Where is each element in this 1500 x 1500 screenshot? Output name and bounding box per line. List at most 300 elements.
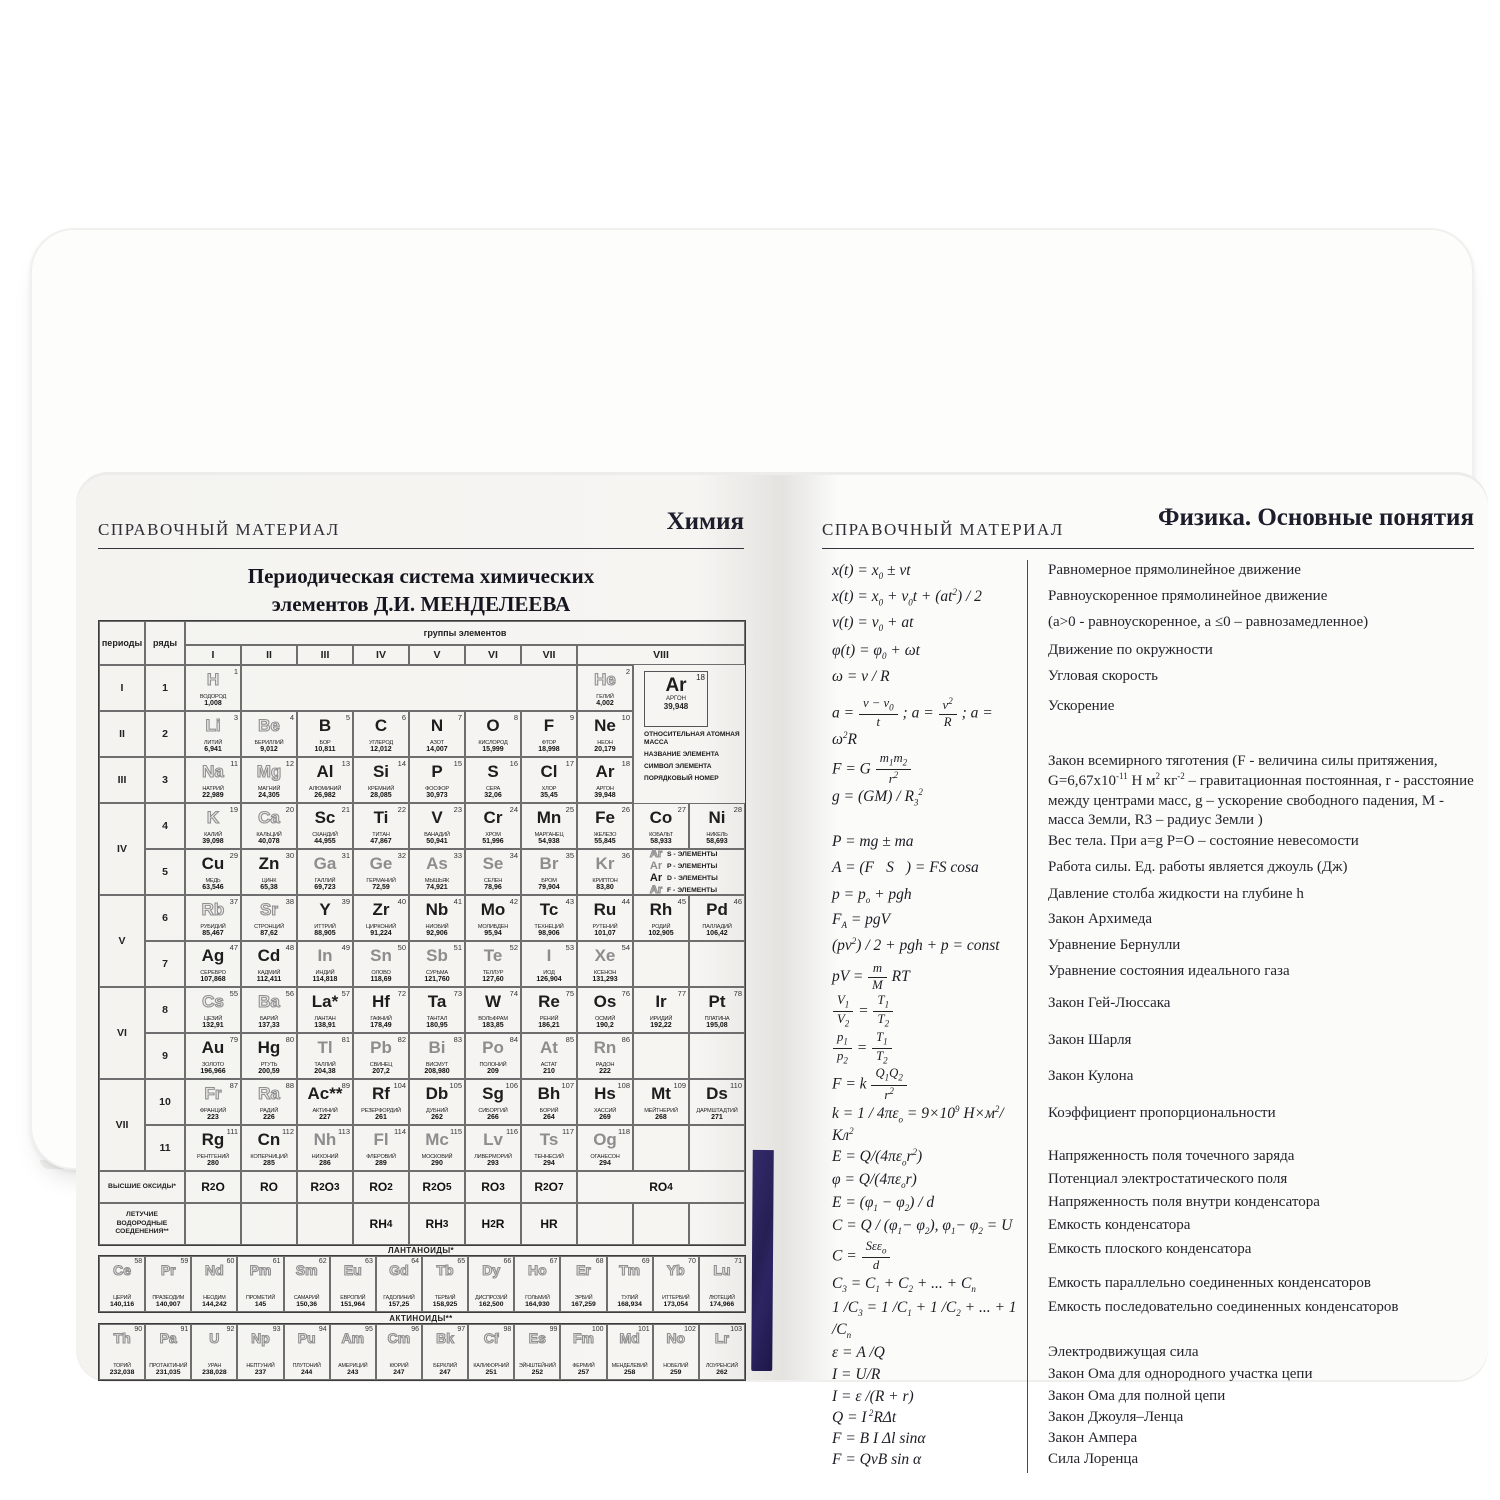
atomic-mass: 222	[599, 1067, 611, 1075]
element-symbol: F	[543, 716, 555, 735]
element-cell	[297, 757, 353, 803]
atomic-mass: 294	[543, 1159, 555, 1167]
atomic-number: 45	[677, 897, 686, 906]
element-cell	[465, 849, 521, 895]
element-name: ХРОМ	[485, 831, 501, 838]
formula: $\frac{V_1}{V_2}$ = $\frac{T_1}{T_2}$	[822, 993, 1027, 1030]
atomic-number: 35	[565, 851, 574, 860]
formula-description: Напряженность поля внутри конденсатора	[1027, 1192, 1474, 1215]
atomic-number: 32	[397, 851, 406, 860]
atomic-number: 37	[229, 897, 238, 906]
element-cell: 70 Yb ИТТЕРБИЙ 173,054	[653, 1256, 699, 1312]
formula-row	[822, 1103, 1474, 1146]
atomic-number: 117	[562, 1127, 574, 1136]
element-name: ФОСФОР	[425, 785, 449, 792]
element-name: ЛИТИЙ	[203, 739, 223, 746]
atomic-mass: 39,098	[202, 837, 224, 845]
element-name: БАРИЙ	[259, 1015, 279, 1022]
header-rows: ряды	[145, 621, 185, 665]
period-label: III	[99, 757, 145, 803]
element-name: ВИСМУТ	[425, 1061, 449, 1068]
atomic-mass: 180,95	[426, 1021, 448, 1029]
element-cell: 96 Cm КЮРИЙ 247	[376, 1324, 422, 1380]
element-symbol: Hf	[372, 992, 390, 1011]
element-cell	[521, 1125, 577, 1171]
element-cell	[241, 1033, 297, 1079]
atomic-mass: 44,955	[314, 837, 336, 845]
atomic-mass: 210	[543, 1067, 555, 1075]
element-cell	[185, 803, 241, 849]
element-symbol: Rb	[201, 900, 225, 919]
atomic-number: 112	[282, 1127, 294, 1136]
atomic-mass: 132,91	[202, 1021, 224, 1029]
period-label: II	[99, 711, 145, 757]
atomic-number: 87	[229, 1081, 238, 1090]
element-name: ЖЕЛЕЗО	[593, 831, 617, 838]
element-cell	[577, 665, 633, 711]
element-name: БЕРИЛЛИЙ	[254, 739, 284, 746]
element-cell	[633, 803, 689, 849]
atomic-number: 88	[285, 1081, 294, 1090]
atomic-mass: 12,012	[370, 745, 392, 753]
formula-description: Емкость параллельно соединенных конденсаторов	[1027, 1273, 1474, 1297]
element-cell	[465, 803, 521, 849]
atomic-mass: 138,91	[314, 1021, 336, 1029]
header-periods: периоды	[99, 621, 145, 665]
element-name: КАДМИЙ	[257, 969, 281, 976]
formula: $v(t) = v_0$ + at	[832, 614, 914, 634]
atomic-mass: 102,905	[648, 929, 674, 937]
atomic-mass: 91,224	[370, 929, 392, 937]
row-number: 9	[145, 1033, 185, 1079]
element-name: НАТРИЙ	[202, 785, 224, 792]
element-symbol: Cs	[202, 992, 224, 1011]
element-cell	[521, 941, 577, 987]
element-symbol: Ti	[373, 808, 389, 827]
element-name: НИХОНИЙ	[311, 1153, 339, 1160]
right-page-subject: Физика. Основные понятия	[1158, 504, 1474, 531]
formula-row	[822, 1428, 1474, 1449]
formula-description: Уравнение Бернулли	[1027, 935, 1474, 961]
formula-row	[822, 612, 1474, 640]
element-name: НИОБИЙ	[425, 923, 449, 930]
element-name: ИТТРИЙ	[314, 923, 336, 930]
left-page-eyebrow: СПРАВОЧНЫЙ МАТЕРИАЛ	[98, 520, 340, 539]
atomic-mass: 261	[375, 1113, 387, 1121]
actinides-label: АКТИНОИДЫ**	[389, 1314, 453, 1323]
group-label: V	[409, 645, 465, 665]
formula: I = ε /(R + r)	[832, 1387, 914, 1405]
formula-description: Закон Ома для полной цепи	[1027, 1386, 1474, 1407]
ribbon-bookmark	[751, 1150, 774, 1371]
formula-row	[822, 935, 1474, 961]
formula-row	[822, 1449, 1474, 1473]
formula-row	[822, 831, 1474, 857]
atomic-number: 109	[673, 1081, 686, 1090]
element-name: ТЕЛЛУР	[482, 969, 504, 976]
element-name: ВОДОРОД	[199, 693, 227, 700]
element-name: ТАНТАЛ	[426, 1015, 448, 1022]
atomic-mass: 200,59	[258, 1067, 280, 1075]
formula-row	[822, 1386, 1474, 1407]
element-symbol: Se	[482, 854, 504, 873]
element-cell	[353, 803, 409, 849]
element-cell	[353, 1079, 409, 1125]
element-symbol: Pb	[370, 1038, 392, 1057]
element-symbol: B	[318, 716, 332, 735]
periodic-table-title-line1: Периодическая система химических	[247, 564, 595, 588]
atomic-number: 89	[341, 1081, 350, 1090]
element-cell: 71 Lu ЛЮТЕЦИЙ 174,966	[699, 1256, 745, 1312]
element-cell: 67 Ho ГОЛЬМИЙ 164,930	[514, 1256, 560, 1312]
element-symbol: Rn	[593, 1038, 617, 1057]
element-cell	[185, 665, 241, 711]
element-name: РЕНТГЕНИЙ	[197, 1153, 229, 1160]
formula-row	[822, 586, 1474, 612]
legend-sample-box: 18 Ar АРГОН 39,948	[644, 671, 708, 727]
element-name: АРГОН	[596, 785, 614, 792]
element-symbol: Db	[425, 1084, 449, 1103]
element-cell	[353, 1125, 409, 1171]
atomic-mass: 195,08	[706, 1021, 728, 1029]
element-cell	[577, 849, 633, 895]
atomic-number: 76	[621, 989, 630, 998]
formula-description: Закон Ампера	[1027, 1428, 1474, 1449]
element-symbol: Co	[649, 808, 673, 827]
formula: $E = Q/(4\pi\varepsilon_or^2)$	[832, 1147, 923, 1168]
element-symbol: Be	[258, 716, 280, 735]
element-cell	[465, 941, 521, 987]
right-header-rule	[822, 548, 1474, 549]
element-cell	[689, 895, 745, 941]
element-symbol: In	[317, 946, 333, 965]
formula-description: Напряженность поля точечного заряда	[1027, 1146, 1474, 1169]
element-name: КОБАЛЬТ	[649, 831, 673, 838]
element-cell	[521, 757, 577, 803]
formula-description: Закон Шарля	[1027, 1030, 1474, 1067]
element-name: УГЛЕРОД	[369, 739, 393, 746]
element-symbol: Sc	[314, 808, 336, 827]
atomic-mass: 178,49	[370, 1021, 392, 1029]
element-symbol: Mg	[256, 762, 282, 781]
element-cell	[521, 803, 577, 849]
atomic-mass: 95,94	[484, 929, 502, 937]
block-legend-line: Ar P - ЭЛЕМЕНТЫ	[649, 859, 718, 872]
atomic-number: 43	[565, 897, 574, 906]
element-cell	[577, 757, 633, 803]
element-cell	[353, 895, 409, 941]
element-symbol: As	[426, 854, 448, 873]
element-symbol: Ds	[706, 1084, 728, 1103]
hydride-formula: RH 3	[409, 1203, 465, 1245]
formula-description: (a>0 - равноускоренное, a ≤0 – равнозамедленное)	[1027, 612, 1474, 640]
empty-cell	[577, 1203, 633, 1245]
atomic-mass: 28,085	[370, 791, 392, 799]
element-cell	[577, 803, 633, 849]
element-symbol: Cr	[483, 808, 503, 827]
formula: A = (F⃗S⃗) = FS cosa	[832, 858, 979, 876]
element-cell	[185, 1033, 241, 1079]
element-cell	[577, 895, 633, 941]
formula-row	[822, 909, 1474, 935]
element-cell: 68 Er ЭРБИЙ 167,259	[560, 1256, 606, 1312]
element-cell: 90 Th ТОРИЙ 232,038	[99, 1324, 145, 1380]
formula: $x(t) = x_0$ ± vt	[832, 562, 911, 582]
atomic-number: 85	[565, 1035, 574, 1044]
element-name: КРИПТОН	[592, 877, 618, 884]
element-name: ГАФНИЙ	[370, 1015, 392, 1022]
element-symbol: Cd	[257, 946, 281, 965]
element-name: ХАССИЙ	[593, 1107, 617, 1114]
atomic-mass: 269	[599, 1113, 611, 1121]
element-name: ИОД	[543, 969, 555, 976]
element-symbol: Ge	[369, 854, 393, 873]
formula-description: Равномерное прямолинейное движение	[1027, 560, 1474, 586]
atomic-number: 38	[285, 897, 294, 906]
atomic-mass: 121,760	[424, 975, 450, 983]
element-name: КИСЛОРОД	[478, 739, 508, 746]
formula: P = mg ± ma	[832, 832, 914, 850]
group-label: VII	[521, 645, 577, 665]
atomic-mass: 131,293	[592, 975, 618, 983]
element-cell: 92 U УРАН 238,028	[191, 1324, 237, 1380]
atomic-number: 110	[730, 1081, 742, 1090]
atomic-number: 22	[397, 805, 406, 814]
element-name: АЛЮМИНИЙ	[308, 785, 342, 792]
element-cell	[297, 895, 353, 941]
element-name: ТИТАН	[372, 831, 390, 838]
atomic-mass: 9,012	[260, 745, 278, 753]
atomic-number: 6	[401, 713, 406, 722]
atomic-number: 79	[229, 1035, 238, 1044]
atomic-mass: 98,906	[538, 929, 560, 937]
element-name: КРЕМНИЙ	[367, 785, 395, 792]
atomic-mass: 192,22	[650, 1021, 672, 1029]
formula-description: Работа силы. Ед. работы является джоуль (Дж)	[1027, 857, 1474, 884]
formula-description: Потенциал электростатического поля	[1027, 1169, 1474, 1192]
atomic-number: 113	[338, 1127, 350, 1136]
formula-row	[822, 961, 1474, 993]
formula-row	[822, 1192, 1474, 1215]
atomic-number: 116	[506, 1127, 518, 1136]
element-name: АКТИНИЙ	[312, 1107, 338, 1114]
atomic-number: 74	[509, 989, 518, 998]
element-cell	[409, 757, 465, 803]
formula-description: Угловая скорость	[1027, 666, 1474, 696]
formula: pV = $\frac{m}{M}$ RT	[832, 960, 910, 992]
actinides-table	[98, 1323, 746, 1381]
element-symbol: Sr	[260, 900, 278, 919]
atomic-mass: 290	[431, 1159, 443, 1167]
element-name: КАЛЬЦИЙ	[256, 831, 282, 838]
element-symbol: Ca	[258, 808, 280, 827]
atomic-number: 29	[229, 851, 238, 860]
formula: F = k $\frac{Q_1Q_2}{r^2}$	[822, 1066, 1027, 1103]
element-name: НИКЕЛЬ	[706, 831, 728, 838]
empty-cell	[185, 1203, 241, 1245]
element-symbol: Ra	[258, 1084, 280, 1103]
element-cell: 62 Sm САМАРИЙ 150,36	[284, 1256, 330, 1312]
atomic-number: 10	[621, 713, 630, 722]
atomic-mass: 32,06	[484, 791, 502, 799]
element-cell	[577, 1079, 633, 1125]
element-symbol: Fl	[373, 1130, 389, 1149]
element-cell: 91 Pa ПРОТАКТИНИЙ 231,035	[145, 1324, 191, 1380]
element-cell	[689, 1079, 745, 1125]
hydride-formula: H 2 R	[465, 1203, 521, 1245]
element-cell	[241, 895, 297, 941]
formula: $x(t) = x_0 + v_0t + (at^2) / 2$	[832, 587, 982, 608]
element-symbol: I	[546, 946, 552, 965]
empty-cell	[689, 1203, 745, 1245]
atomic-number: 46	[733, 897, 742, 906]
element-cell	[353, 987, 409, 1033]
element-symbol: Pt	[708, 992, 726, 1011]
atomic-mass: 88,905	[314, 929, 336, 937]
atomic-mass: 24,305	[258, 791, 280, 799]
atomic-number: 13	[341, 759, 350, 768]
element-symbol: Rf	[372, 1084, 390, 1103]
periodic-table	[98, 620, 746, 1246]
atomic-number: 108	[617, 1081, 630, 1090]
element-name: ВОЛЬФРАМ	[478, 1015, 508, 1022]
element-symbol: Sg	[482, 1084, 504, 1103]
element-symbol: Mn	[536, 808, 562, 827]
atomic-mass: 79,904	[538, 883, 560, 891]
element-name: ФТОР	[541, 739, 557, 746]
element-cell: 58 Ce ЦЕРИЙ 140,116	[99, 1256, 145, 1312]
element-cell	[409, 1125, 465, 1171]
element-name: МЕДЬ	[205, 877, 221, 884]
atomic-number: 33	[453, 851, 462, 860]
element-name: ИНДИЙ	[315, 969, 335, 976]
formula: F = QvB sin α	[832, 1451, 922, 1469]
atomic-mass: 223	[207, 1113, 219, 1121]
atomic-mass: 39,948	[594, 791, 616, 799]
atomic-mass: 58,933	[650, 837, 672, 845]
element-name: СЕЛЕН	[483, 877, 503, 884]
oxide-formula: R 2 O 7	[521, 1171, 577, 1203]
element-symbol: Hs	[594, 1084, 616, 1103]
hydride-formula: HR	[521, 1203, 577, 1245]
element-cell	[465, 987, 521, 1033]
atomic-mass: 85,467	[202, 929, 224, 937]
element-symbol: Xe	[594, 946, 616, 965]
formula: ω = v / R	[832, 668, 890, 685]
formula: I = U/R	[832, 1365, 881, 1383]
atomic-number: 42	[509, 897, 518, 906]
element-cell	[297, 711, 353, 757]
atomic-number: 81	[341, 1035, 350, 1044]
atomic-number: 75	[565, 989, 574, 998]
element-cell	[409, 895, 465, 941]
atomic-mass: 227	[319, 1113, 331, 1121]
atomic-mass: 69,723	[314, 883, 336, 891]
element-symbol: Te	[483, 946, 503, 965]
formula-description: Электродвижущая сила	[1027, 1342, 1474, 1364]
atomic-number: 16	[509, 759, 518, 768]
formula: $p = p_o$ + pgh	[832, 885, 912, 905]
block-legend-line: Ar S - ЭЛЕМЕНТЫ	[649, 847, 718, 860]
element-cell	[297, 803, 353, 849]
atomic-mass: 289	[375, 1159, 387, 1167]
atomic-number: 115	[450, 1127, 462, 1136]
formula-row	[822, 1146, 1474, 1169]
atomic-number: 18	[621, 759, 630, 768]
atomic-number: 41	[453, 897, 462, 906]
element-cell	[689, 987, 745, 1033]
atomic-number: 25	[565, 805, 574, 814]
element-cell	[297, 1125, 353, 1171]
element-name: ХЛОР	[541, 785, 557, 792]
element-symbol: Li	[205, 716, 221, 735]
element-name: АСТАТ	[540, 1061, 558, 1068]
formula-description: Емкость конденсатора	[1027, 1215, 1474, 1239]
atomic-mass: 87,62	[260, 929, 278, 937]
atomic-mass: 127,60	[482, 975, 504, 983]
formula-row	[822, 1342, 1474, 1364]
period-label: VII	[99, 1079, 145, 1171]
element-name: ГАЛЛИЙ	[314, 877, 336, 884]
formula-description: Закон Джоуля–Ленца	[1027, 1407, 1474, 1428]
atomic-mass: 20,179	[594, 745, 616, 753]
atomic-number: 107	[561, 1081, 574, 1090]
element-cell: 94 Pu ПЛУТОНИЙ 244	[284, 1324, 330, 1380]
atomic-mass: 83,80	[596, 883, 614, 891]
atomic-mass: 92,906	[426, 929, 448, 937]
atomic-number: 9	[569, 713, 574, 722]
element-symbol: Fr	[204, 1084, 222, 1103]
formula-row	[822, 1030, 1474, 1067]
element-name: АЗОТ	[430, 739, 444, 746]
atomic-number: 28	[733, 805, 742, 814]
atomic-number: 36	[621, 851, 630, 860]
formula: Q = I $^2$RΔt	[832, 1407, 897, 1426]
element-symbol: Zn	[258, 854, 280, 873]
element-name: СТРОНЦИЙ	[254, 923, 284, 930]
oxide-formula: RO 4	[577, 1171, 745, 1203]
atomic-mass: 106,42	[706, 929, 728, 937]
element-name: ЛАНТАН	[314, 1015, 336, 1022]
element-symbol: Lv	[483, 1130, 503, 1149]
lanthanides-label: ЛАНТАНОИДЫ*	[387, 1246, 455, 1255]
element-name: ИРИДИЙ	[649, 1015, 673, 1022]
element-name: ПЛАТИНА	[704, 1015, 730, 1022]
group-label: IV	[353, 645, 409, 665]
atomic-number: 14	[397, 759, 406, 768]
element-symbol: Cu	[201, 854, 225, 873]
element-name: ВАНАДИЙ	[424, 831, 450, 838]
atomic-number: 39	[341, 897, 350, 906]
atomic-number: 40	[397, 897, 406, 906]
element-cell	[521, 1079, 577, 1125]
element-cell	[521, 711, 577, 757]
oxide-formula: RO	[241, 1171, 297, 1203]
formula-description: Закон Кулона	[1027, 1066, 1474, 1103]
formula-description: Закон Ома для однородного участка цепи	[1027, 1364, 1474, 1386]
element-cell: 97 Bk БЕРКЛИЙ 247	[422, 1324, 468, 1380]
atomic-mass: 15,999	[482, 745, 504, 753]
atomic-mass: 209	[487, 1067, 499, 1075]
atomic-mass: 207,2	[372, 1067, 390, 1075]
atomic-mass: 47,867	[370, 837, 392, 845]
atomic-mass: 26,982	[314, 791, 336, 799]
element-cell	[185, 711, 241, 757]
element-name: НЕОН	[597, 739, 613, 746]
element-symbol: Sb	[426, 946, 448, 965]
element-cell	[241, 1079, 297, 1125]
element-cell	[241, 849, 297, 895]
